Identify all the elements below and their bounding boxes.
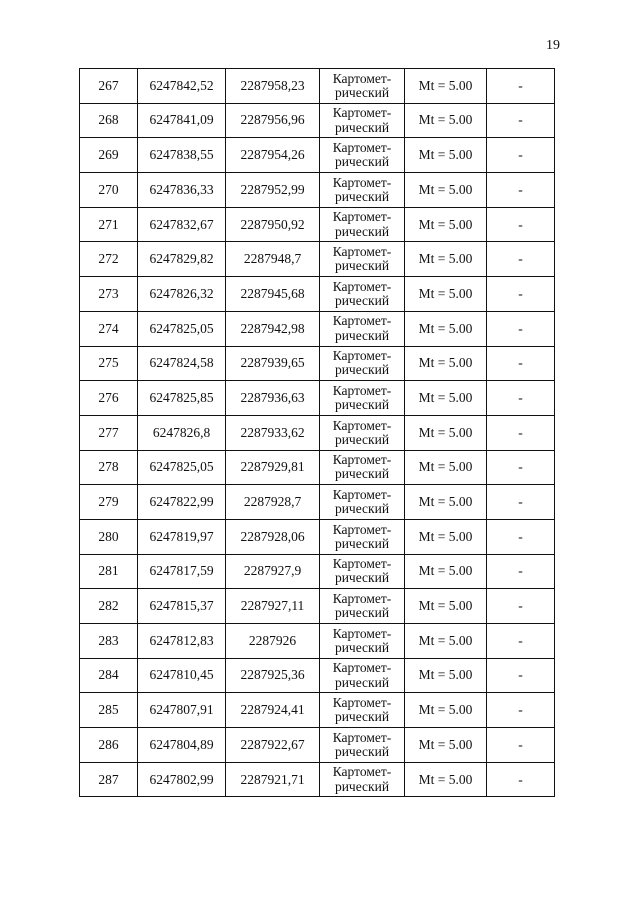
method-line-2: рический (334, 778, 390, 794)
method-cell (320, 173, 405, 208)
accuracy-cell: Mt = 5.00 (405, 762, 487, 797)
x-coordinate-cell: 6247812,83 (138, 624, 226, 659)
table-row (80, 624, 555, 659)
accuracy-cell: Mt = 5.00 (405, 415, 487, 450)
accuracy-cell: Mt = 5.00 (405, 277, 487, 312)
method-line-2: рический (334, 154, 390, 170)
point-number-cell: 271 (80, 207, 138, 242)
note-cell: - (487, 415, 555, 450)
y-coordinate-cell: 2287958,23 (226, 69, 320, 104)
x-coordinate-cell: 6247802,99 (138, 762, 226, 797)
table-row (80, 415, 555, 450)
point-number-cell: 276 (80, 381, 138, 416)
method-line-1: Картомет- (332, 729, 392, 745)
point-number-cell: 269 (80, 138, 138, 173)
method-cell (320, 589, 405, 624)
method-cell (320, 69, 405, 104)
method-line-1: Картомет- (332, 452, 392, 468)
coordinates-table (79, 68, 555, 797)
accuracy-cell: Mt = 5.00 (405, 519, 487, 554)
table-row (80, 693, 555, 728)
point-number-cell: 272 (80, 242, 138, 277)
y-coordinate-cell: 2287950,92 (226, 207, 320, 242)
x-coordinate-cell: 6247825,05 (138, 311, 226, 346)
method-line-1: Картомет- (332, 417, 392, 433)
method-cell (320, 311, 405, 346)
x-coordinate-cell: 6247842,52 (138, 69, 226, 104)
method-line-1: Картомет- (332, 556, 392, 572)
method-line-1: Картомет- (332, 521, 392, 537)
accuracy-cell: Mt = 5.00 (405, 624, 487, 659)
x-coordinate-cell: 6247804,89 (138, 728, 226, 763)
method-line-1: Картомет- (332, 764, 392, 780)
method-line-2: рический (334, 674, 390, 690)
method-line-2: рический (334, 570, 390, 586)
accuracy-cell: Mt = 5.00 (405, 554, 487, 589)
note-cell: - (487, 207, 555, 242)
table-row (80, 346, 555, 381)
x-coordinate-cell: 6247810,45 (138, 658, 226, 693)
y-coordinate-cell: 2287956,96 (226, 103, 320, 138)
x-coordinate-cell: 6247832,67 (138, 207, 226, 242)
point-number-cell: 275 (80, 346, 138, 381)
point-number-cell: 278 (80, 450, 138, 485)
y-coordinate-cell: 2287924,41 (226, 693, 320, 728)
method-line-1: Картомет- (332, 174, 392, 190)
table-row (80, 242, 555, 277)
method-cell (320, 138, 405, 173)
table-row (80, 450, 555, 485)
method-cell (320, 762, 405, 797)
accuracy-cell: Mt = 5.00 (405, 658, 487, 693)
method-cell (320, 624, 405, 659)
method-line-1: Картомет- (332, 486, 392, 502)
method-line-1: Картомет- (332, 382, 392, 398)
y-coordinate-cell: 2287948,7 (226, 242, 320, 277)
y-coordinate-cell: 2287936,63 (226, 381, 320, 416)
method-line-2: рический (334, 709, 390, 725)
y-coordinate-cell: 2287939,65 (226, 346, 320, 381)
y-coordinate-cell: 2287927,9 (226, 554, 320, 589)
point-number-cell: 268 (80, 103, 138, 138)
accuracy-cell: Mt = 5.00 (405, 103, 487, 138)
method-cell (320, 728, 405, 763)
table-row (80, 207, 555, 242)
method-line-1: Картомет- (332, 209, 392, 225)
method-cell (320, 277, 405, 312)
y-coordinate-cell: 2287952,99 (226, 173, 320, 208)
method-line-1: Картомет- (332, 590, 392, 606)
x-coordinate-cell: 6247841,09 (138, 103, 226, 138)
accuracy-cell: Mt = 5.00 (405, 346, 487, 381)
note-cell: - (487, 173, 555, 208)
table-row (80, 519, 555, 554)
method-line-2: рический (334, 639, 390, 655)
x-coordinate-cell: 6247822,99 (138, 485, 226, 520)
point-number-cell: 279 (80, 485, 138, 520)
method-line-2: рический (334, 119, 390, 135)
y-coordinate-cell: 2287928,7 (226, 485, 320, 520)
accuracy-cell: Mt = 5.00 (405, 450, 487, 485)
method-line-2: рический (334, 292, 390, 308)
method-line-1: Картомет- (332, 105, 392, 121)
point-number-cell: 280 (80, 519, 138, 554)
accuracy-cell: Mt = 5.00 (405, 693, 487, 728)
method-line-1: Картомет- (332, 348, 392, 364)
table-row (80, 589, 555, 624)
x-coordinate-cell: 6247829,82 (138, 242, 226, 277)
note-cell: - (487, 450, 555, 485)
accuracy-cell: Mt = 5.00 (405, 173, 487, 208)
table-row (80, 762, 555, 797)
y-coordinate-cell: 2287925,36 (226, 658, 320, 693)
note-cell: - (487, 624, 555, 659)
method-line-1: Картомет- (332, 660, 392, 676)
method-line-2: рический (334, 535, 390, 551)
note-cell: - (487, 103, 555, 138)
accuracy-cell: Mt = 5.00 (405, 381, 487, 416)
method-cell (320, 207, 405, 242)
method-line-2: рический (334, 223, 390, 239)
accuracy-cell: Mt = 5.00 (405, 138, 487, 173)
y-coordinate-cell: 2287926 (226, 624, 320, 659)
method-line-2: рический (334, 84, 390, 100)
method-line-1: Картомет- (332, 313, 392, 329)
point-number-cell: 277 (80, 415, 138, 450)
note-cell: - (487, 242, 555, 277)
x-coordinate-cell: 6247826,32 (138, 277, 226, 312)
method-cell (320, 485, 405, 520)
x-coordinate-cell: 6247838,55 (138, 138, 226, 173)
table-row (80, 485, 555, 520)
method-cell (320, 658, 405, 693)
x-coordinate-cell: 6247825,85 (138, 381, 226, 416)
table-row (80, 728, 555, 763)
method-cell (320, 554, 405, 589)
accuracy-cell: Mt = 5.00 (405, 728, 487, 763)
accuracy-cell: Mt = 5.00 (405, 242, 487, 277)
method-line-1: Картомет- (332, 70, 392, 86)
y-coordinate-cell: 2287927,11 (226, 589, 320, 624)
point-number-cell: 273 (80, 277, 138, 312)
point-number-cell: 282 (80, 589, 138, 624)
method-line-2: рический (334, 605, 390, 621)
x-coordinate-cell: 6247819,97 (138, 519, 226, 554)
note-cell: - (487, 762, 555, 797)
note-cell: - (487, 381, 555, 416)
y-coordinate-cell: 2287954,26 (226, 138, 320, 173)
method-cell (320, 242, 405, 277)
note-cell: - (487, 693, 555, 728)
y-coordinate-cell: 2287933,62 (226, 415, 320, 450)
note-cell: - (487, 554, 555, 589)
method-line-2: рический (334, 501, 390, 517)
note-cell: - (487, 728, 555, 763)
note-cell: - (487, 311, 555, 346)
method-line-2: рический (334, 466, 390, 482)
point-number-cell: 284 (80, 658, 138, 693)
y-coordinate-cell: 2287928,06 (226, 519, 320, 554)
accuracy-cell: Mt = 5.00 (405, 69, 487, 104)
method-line-2: рический (334, 188, 390, 204)
table-row (80, 69, 555, 104)
table-row (80, 103, 555, 138)
x-coordinate-cell: 6247815,37 (138, 589, 226, 624)
table-row (80, 381, 555, 416)
note-cell: - (487, 277, 555, 312)
table-row (80, 173, 555, 208)
table-row (80, 554, 555, 589)
y-coordinate-cell: 2287945,68 (226, 277, 320, 312)
method-line-1: Картомет- (332, 140, 392, 156)
method-line-2: рический (334, 743, 390, 759)
note-cell: - (487, 138, 555, 173)
x-coordinate-cell: 6247824,58 (138, 346, 226, 381)
table-row (80, 138, 555, 173)
method-cell (320, 450, 405, 485)
point-number-cell: 274 (80, 311, 138, 346)
method-line-1: Картомет- (332, 244, 392, 260)
method-cell (320, 103, 405, 138)
method-line-2: рический (334, 362, 390, 378)
note-cell: - (487, 346, 555, 381)
table-row (80, 658, 555, 693)
method-cell (320, 519, 405, 554)
y-coordinate-cell: 2287929,81 (226, 450, 320, 485)
x-coordinate-cell: 6247825,05 (138, 450, 226, 485)
y-coordinate-cell: 2287942,98 (226, 311, 320, 346)
point-number-cell: 270 (80, 173, 138, 208)
method-line-2: рический (334, 258, 390, 274)
point-number-cell: 286 (80, 728, 138, 763)
method-line-1: Картомет- (332, 278, 392, 294)
method-line-1: Картомет- (332, 625, 392, 641)
point-number-cell: 287 (80, 762, 138, 797)
page-number: 19 (546, 38, 560, 53)
method-line-2: рический (334, 397, 390, 413)
table-row (80, 277, 555, 312)
method-cell (320, 346, 405, 381)
note-cell: - (487, 519, 555, 554)
method-cell (320, 415, 405, 450)
table-row (80, 311, 555, 346)
y-coordinate-cell: 2287922,67 (226, 728, 320, 763)
note-cell: - (487, 589, 555, 624)
x-coordinate-cell: 6247826,8 (138, 415, 226, 450)
method-cell (320, 693, 405, 728)
point-number-cell: 283 (80, 624, 138, 659)
method-cell (320, 381, 405, 416)
note-cell: - (487, 485, 555, 520)
method-line-2: рический (334, 431, 390, 447)
x-coordinate-cell: 6247817,59 (138, 554, 226, 589)
point-number-cell: 285 (80, 693, 138, 728)
y-coordinate-cell: 2287921,71 (226, 762, 320, 797)
accuracy-cell: Mt = 5.00 (405, 485, 487, 520)
method-line-1: Картомет- (332, 695, 392, 711)
x-coordinate-cell: 6247807,91 (138, 693, 226, 728)
x-coordinate-cell: 6247836,33 (138, 173, 226, 208)
point-number-cell: 281 (80, 554, 138, 589)
accuracy-cell: Mt = 5.00 (405, 311, 487, 346)
accuracy-cell: Mt = 5.00 (405, 207, 487, 242)
accuracy-cell: Mt = 5.00 (405, 589, 487, 624)
table-body (80, 69, 555, 797)
point-number-cell: 267 (80, 69, 138, 104)
note-cell: - (487, 658, 555, 693)
note-cell: - (487, 69, 555, 104)
method-line-2: рический (334, 327, 390, 343)
